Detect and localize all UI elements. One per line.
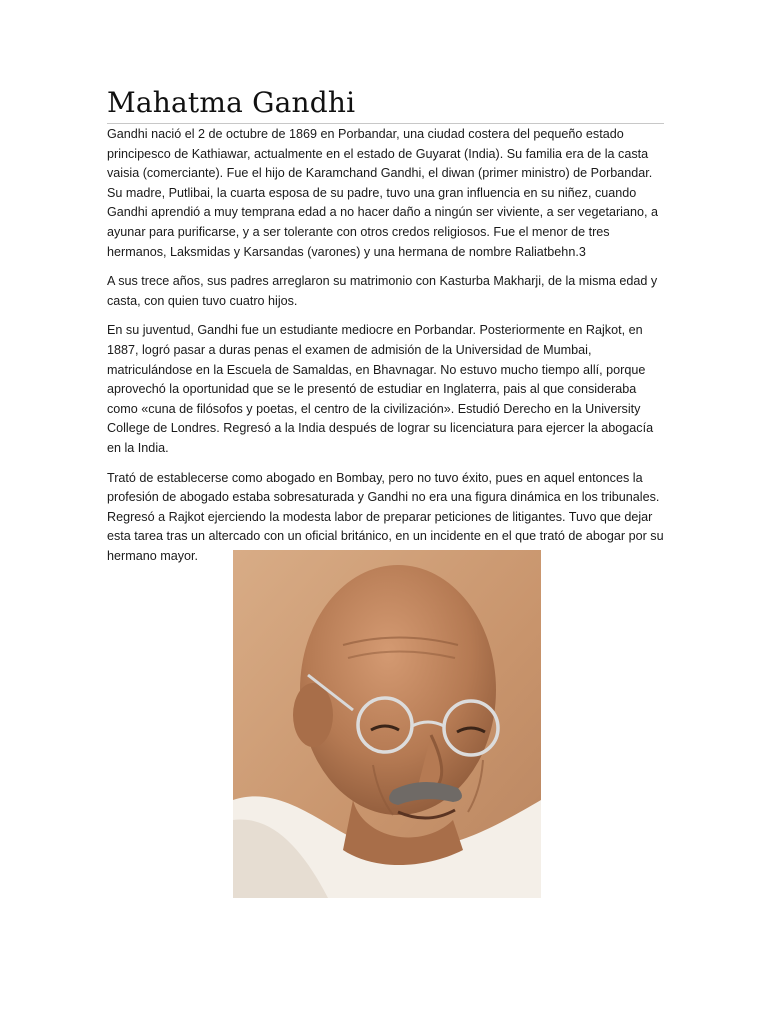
portrait-illustration <box>233 550 541 898</box>
paragraph-marriage: A sus trece años, sus padres arreglaron su matrimonio con Kasturba Makharji, de la misma edad y casta, con quien tuvo cuatro hijos. <box>107 274 658 308</box>
article-body <box>107 125 667 576</box>
ear <box>293 683 333 747</box>
paragraph-youth: En su juventud, Gandhi fue un estudiante mediocre en Porbandar. Posteriormente en Rajkot, en 1887, logró pasar a duras penas el examen de admisión de la Universidad de Mumbai, matriculándose en la Escuela de Samaldas, en Bhavnagar. No estuvo mucho tiempo allí, porque aprovechó la oportunidad que se le presentó de estudiar en Inglaterra, pais al que consideraba como «cuna de filósofos y poetas, el centro de la civilización». Estudió Derecho en la University College de Londres. Regresó a la India después de lograr su licenciatura para ejercer la abogacía en la India. <box>107 323 654 455</box>
gandhi-portrait-photo <box>233 550 541 898</box>
title-underline <box>107 123 664 124</box>
paragraph-career: Trató de establecerse como abogado en Bombay, pero no tuvo éxito, pues en aquel entonces la profesión de abogado estaba sobresaturada y Gandhi no era una figura dinámica en los tribunales. Regresó a Rajkot ejerciendo la modesta labor de preparar peticiones de litigantes. Tuvo que dejar esta tarea tras un altercado con un oficial británico, en un incidente en el que trató de abogar por su hermano mayor. <box>107 470 664 563</box>
page-title: Mahatma Gandhi <box>107 86 356 119</box>
paragraph-birth: Gandhi nació el 2 de octubre de 1869 en Porbandar, una ciudad costera del pequeño estado principesco de Kathiawar, actualmente en el estado de Guyarat (India). Su familia era de la casta vaisia (comerciante). Fue el hijo de Karamchand Gandhi, el diwan (primer ministro) de Porbandar. Su madre, Putlibai, la cuarta esposa de su padre, tuvo una gran influencia en su niñez, cuando Gandhi aprendió a muy temprana edad a no hacer daño a ningún ser viviente, a ser vegetariano, a ayunar para purificarse, y a ser tolerante con otros credos religiosos. Fue el menor de tres hermanos, Laksmidas y Karsandas (varones) y una hermana de nombre Raliatbehn.3 <box>107 127 658 259</box>
